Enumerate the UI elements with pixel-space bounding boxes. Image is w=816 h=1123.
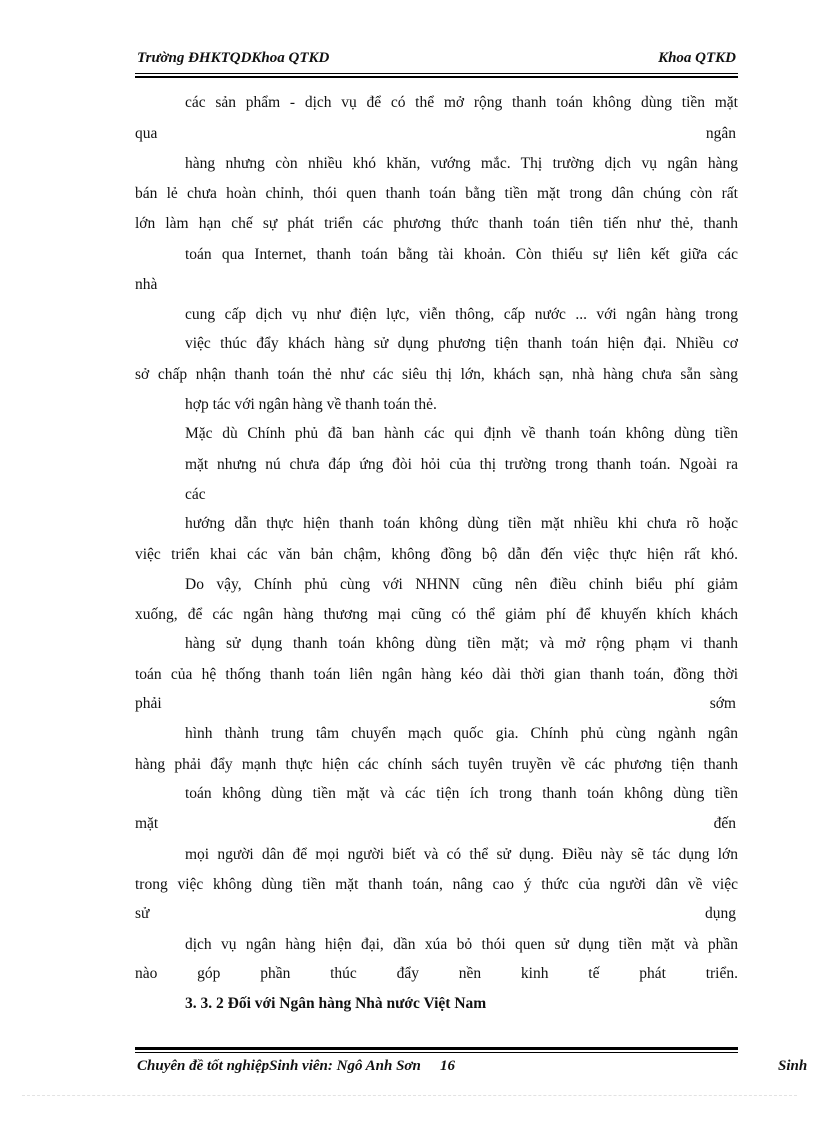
body-line: trong việc không dùng tiền mặt thanh toán, nâng cao ý thức của người dân về việc — [135, 876, 738, 893]
body-line: hàng sử dụng thanh toán không dùng tiền mặt; và mở rộng phạm vi thanh — [185, 635, 738, 652]
body-line: ngân — [705, 125, 736, 142]
body-line: xuống, để các ngân hàng thương mại cũng có thể giảm phí để khuyến khích khách — [135, 606, 738, 623]
footer-right-text: Sinh — [778, 1058, 808, 1074]
body-line: Do vậy, Chính phủ cùng với NHNN cũng nên điều chỉnh biểu phí giảm — [185, 576, 738, 593]
body-line: hàng phải đẩy mạnh thực hiện các chính sách tuyên truyền về các phương tiện thanh — [135, 756, 738, 773]
body-line: toán của hệ thống thanh toán liên ngân hàng kéo dài thời gian thanh toán, đồng thời — [135, 666, 738, 683]
body-line: các sản phẩm - dịch vụ để có thể mở rộng thanh toán không dùng tiền mặt — [185, 94, 738, 111]
body-line: mọi người dân để mọi người biết và có thể sử dụng. Điều này sẽ tác dụng lớn — [185, 846, 738, 863]
body-line: sớm — [709, 695, 736, 712]
body-line: việc triển khai các văn bản chậm, không đồng bộ dẫn đến việc thực hiện rất khó. — [135, 546, 738, 563]
footer-rule — [135, 1047, 738, 1053]
body-line: lớn làm hạn chế sự phát triển các phương thức thanh toán tiên tiến như thẻ, thanh — [135, 215, 738, 232]
body-line: toán không dùng tiền mặt và các tiện ích trong thanh toán không dùng tiền — [185, 785, 738, 802]
body-line: dụng — [705, 905, 736, 922]
body-line: hàng nhưng còn nhiều khó khăn, vướng mắc. Thị trường dịch vụ ngân hàng — [185, 155, 738, 172]
page-number: 16 — [440, 1058, 455, 1074]
body-line: dịch vụ ngân hàng hiện đại, dần xúa bỏ thói quen sử dụng tiền mặt và phần — [185, 936, 738, 953]
page-bottom-divider — [22, 1095, 797, 1096]
body-line: đến — [713, 815, 736, 832]
footer-left-text: Chuyên đề tốt nghiệpSinh viên: Ngô Anh Sơn — [137, 1058, 421, 1074]
body-line: sở chấp nhận thanh toán thẻ như các siêu thị lớn, khách sạn, nhà hàng chưa sẵn sàng — [135, 366, 738, 383]
body-line: phải — [135, 695, 162, 712]
header-rule — [135, 73, 738, 78]
body-line: hướng dẫn thực hiện thanh toán không dùng tiền mặt nhiều khi chưa rõ hoặc — [185, 515, 738, 532]
body-line: hình thành trung tâm chuyển mạch quốc gia. Chính phủ cùng ngành ngân — [185, 725, 738, 742]
body-line: cung cấp dịch vụ như điện lực, viễn thông, cấp nước ... với ngân hàng trong — [185, 306, 738, 323]
body-line: sử — [135, 905, 150, 922]
body-line: mặt nhưng nú chưa đáp ứng đòi hỏi của thị trường trong thanh toán. Ngoài ra — [185, 456, 738, 473]
header-left-text: Trường ĐHKTQDKhoa QTKD — [137, 50, 330, 66]
body-line: Mặc dù Chính phủ đã ban hành các qui định về thanh toán không dùng tiền — [185, 425, 738, 442]
header-right-text: Khoa QTKD — [658, 50, 736, 66]
body-line: việc thúc đẩy khách hàng sử dụng phương tiện thanh toán hiện đại. Nhiều cơ — [185, 335, 738, 352]
body-line: nào góp phần thúc đẩy nền kinh tế phát triển. — [135, 965, 738, 982]
body-line: mặt — [135, 815, 159, 832]
body-line: bán lẻ chưa hoàn chỉnh, thói quen thanh toán bằng tiền mặt trong dân chúng còn rất — [135, 185, 738, 202]
body-line: các — [185, 486, 206, 503]
body-line: nhà — [135, 276, 158, 293]
section-heading: 3. 3. 2 Đối với Ngân hàng Nhà nước Việt Nam — [185, 995, 487, 1012]
body-line: qua — [135, 125, 158, 142]
body-line: toán qua Internet, thanh toán bằng tài khoản. Còn thiếu sự liên kết giữa các — [185, 246, 738, 263]
body-line: hợp tác với ngân hàng về thanh toán thẻ. — [185, 396, 437, 413]
